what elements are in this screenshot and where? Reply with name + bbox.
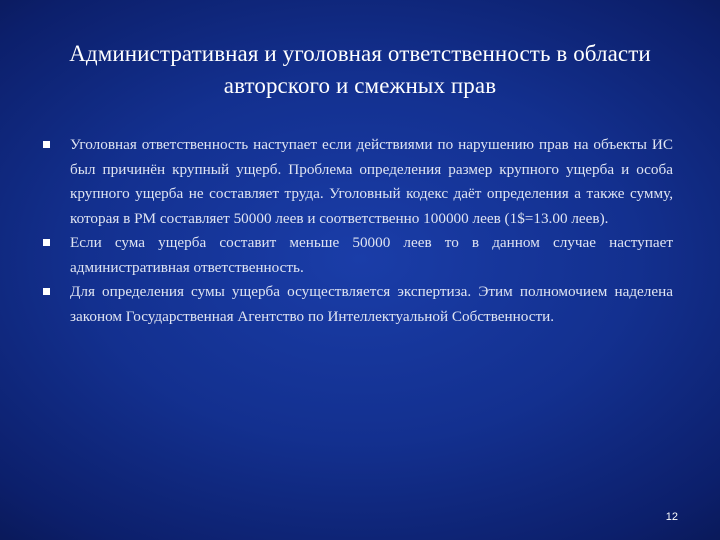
bullet-text: Для определения сумы ущерба осуществляется экспертиза. Этим полномочием наделена законом Государственная Агентство по Интеллектуальной Собственности.	[70, 283, 673, 325]
bullet-list	[40, 133, 673, 329]
square-bullet-icon	[43, 288, 50, 295]
square-bullet-icon	[43, 239, 50, 246]
slide-title: Административная и уголовная ответственность в области авторского и смежных прав	[69, 41, 651, 98]
page-number: 12	[665, 511, 678, 523]
list-item	[40, 231, 673, 280]
bullet-text: Уголовная ответственность наступает если действиями по нарушению прав на объекты ИС был причинён крупный ущерб. Проблема определения размер крупного ущерба и особа крупного ущерба не составляет труда. Уголовный кодекс даёт определения а также сумму, которая в РМ составляет 50000 леев и соответственно 100000 леев (1$=13.00 леев).	[70, 136, 673, 227]
list-item	[40, 133, 673, 231]
square-bullet-icon	[43, 141, 50, 148]
bullet-text: Если сума ущерба составит меньше 50000 леев то в данном случае наступает административная ответственность.	[70, 234, 673, 276]
list-item	[40, 280, 673, 329]
